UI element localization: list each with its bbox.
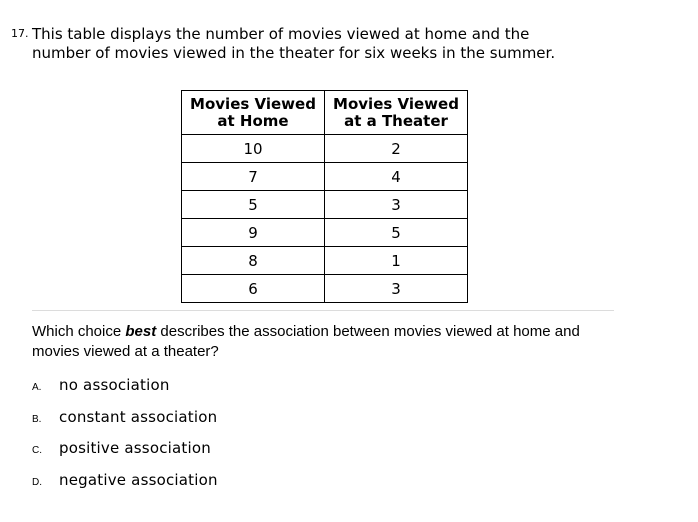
- prompt-line-2: number of movies viewed in the theater for six weeks in the summer.: [32, 44, 556, 62]
- cell-theater: 5: [325, 219, 468, 247]
- stem-emphasis: best: [125, 323, 157, 340]
- question-number: 17.: [11, 27, 29, 40]
- cell-home: 7: [182, 163, 325, 191]
- stem-before: Which choice: [32, 323, 126, 340]
- choice-b[interactable]: [32, 408, 217, 426]
- choice-letter: D.: [32, 477, 42, 488]
- stem-line-1: [32, 322, 632, 342]
- table-header-row: [182, 91, 468, 135]
- cell-home: 10: [182, 135, 325, 163]
- table-row: [182, 219, 468, 247]
- header-at-theater-line-2: at a Theater: [344, 111, 448, 130]
- cell-theater: 3: [325, 191, 468, 219]
- section-divider: [32, 310, 614, 311]
- header-at-home-line-2: at Home: [217, 111, 289, 130]
- choice-letter: B.: [32, 414, 42, 425]
- cell-home: 9: [182, 219, 325, 247]
- table-row: [182, 247, 468, 275]
- choice-text: no association: [59, 376, 170, 394]
- prompt-line-1: This table displays the number of movies viewed at home and the: [32, 25, 530, 43]
- stem-after: describes the association between movies viewed at home and: [156, 323, 580, 340]
- cell-theater: 2: [325, 135, 468, 163]
- stem-line-2: movies viewed at a theater?: [32, 343, 219, 360]
- choice-d[interactable]: [32, 471, 218, 489]
- table-row: [182, 275, 468, 303]
- header-at-theater-line-1: Movies Viewed: [333, 94, 459, 113]
- question-prompt: [32, 25, 672, 63]
- table-row: [182, 163, 468, 191]
- choice-text: constant association: [59, 408, 218, 426]
- header-at-theater: [325, 91, 468, 135]
- question-stem: [32, 322, 632, 362]
- cell-home: 5: [182, 191, 325, 219]
- cell-theater: 4: [325, 163, 468, 191]
- cell-theater: 1: [325, 247, 468, 275]
- choice-letter: C.: [32, 445, 42, 456]
- movies-table: [181, 90, 468, 303]
- table-row: [182, 135, 468, 163]
- header-at-home: [182, 91, 325, 135]
- choice-text: positive association: [59, 439, 211, 457]
- choice-text: negative association: [59, 471, 218, 489]
- table-row: [182, 191, 468, 219]
- cell-home: 8: [182, 247, 325, 275]
- header-at-home-line-1: Movies Viewed: [190, 94, 316, 113]
- choice-a[interactable]: [32, 376, 170, 394]
- cell-home: 6: [182, 275, 325, 303]
- choice-letter: A.: [32, 382, 42, 393]
- choice-c[interactable]: [32, 439, 211, 457]
- cell-theater: 3: [325, 275, 468, 303]
